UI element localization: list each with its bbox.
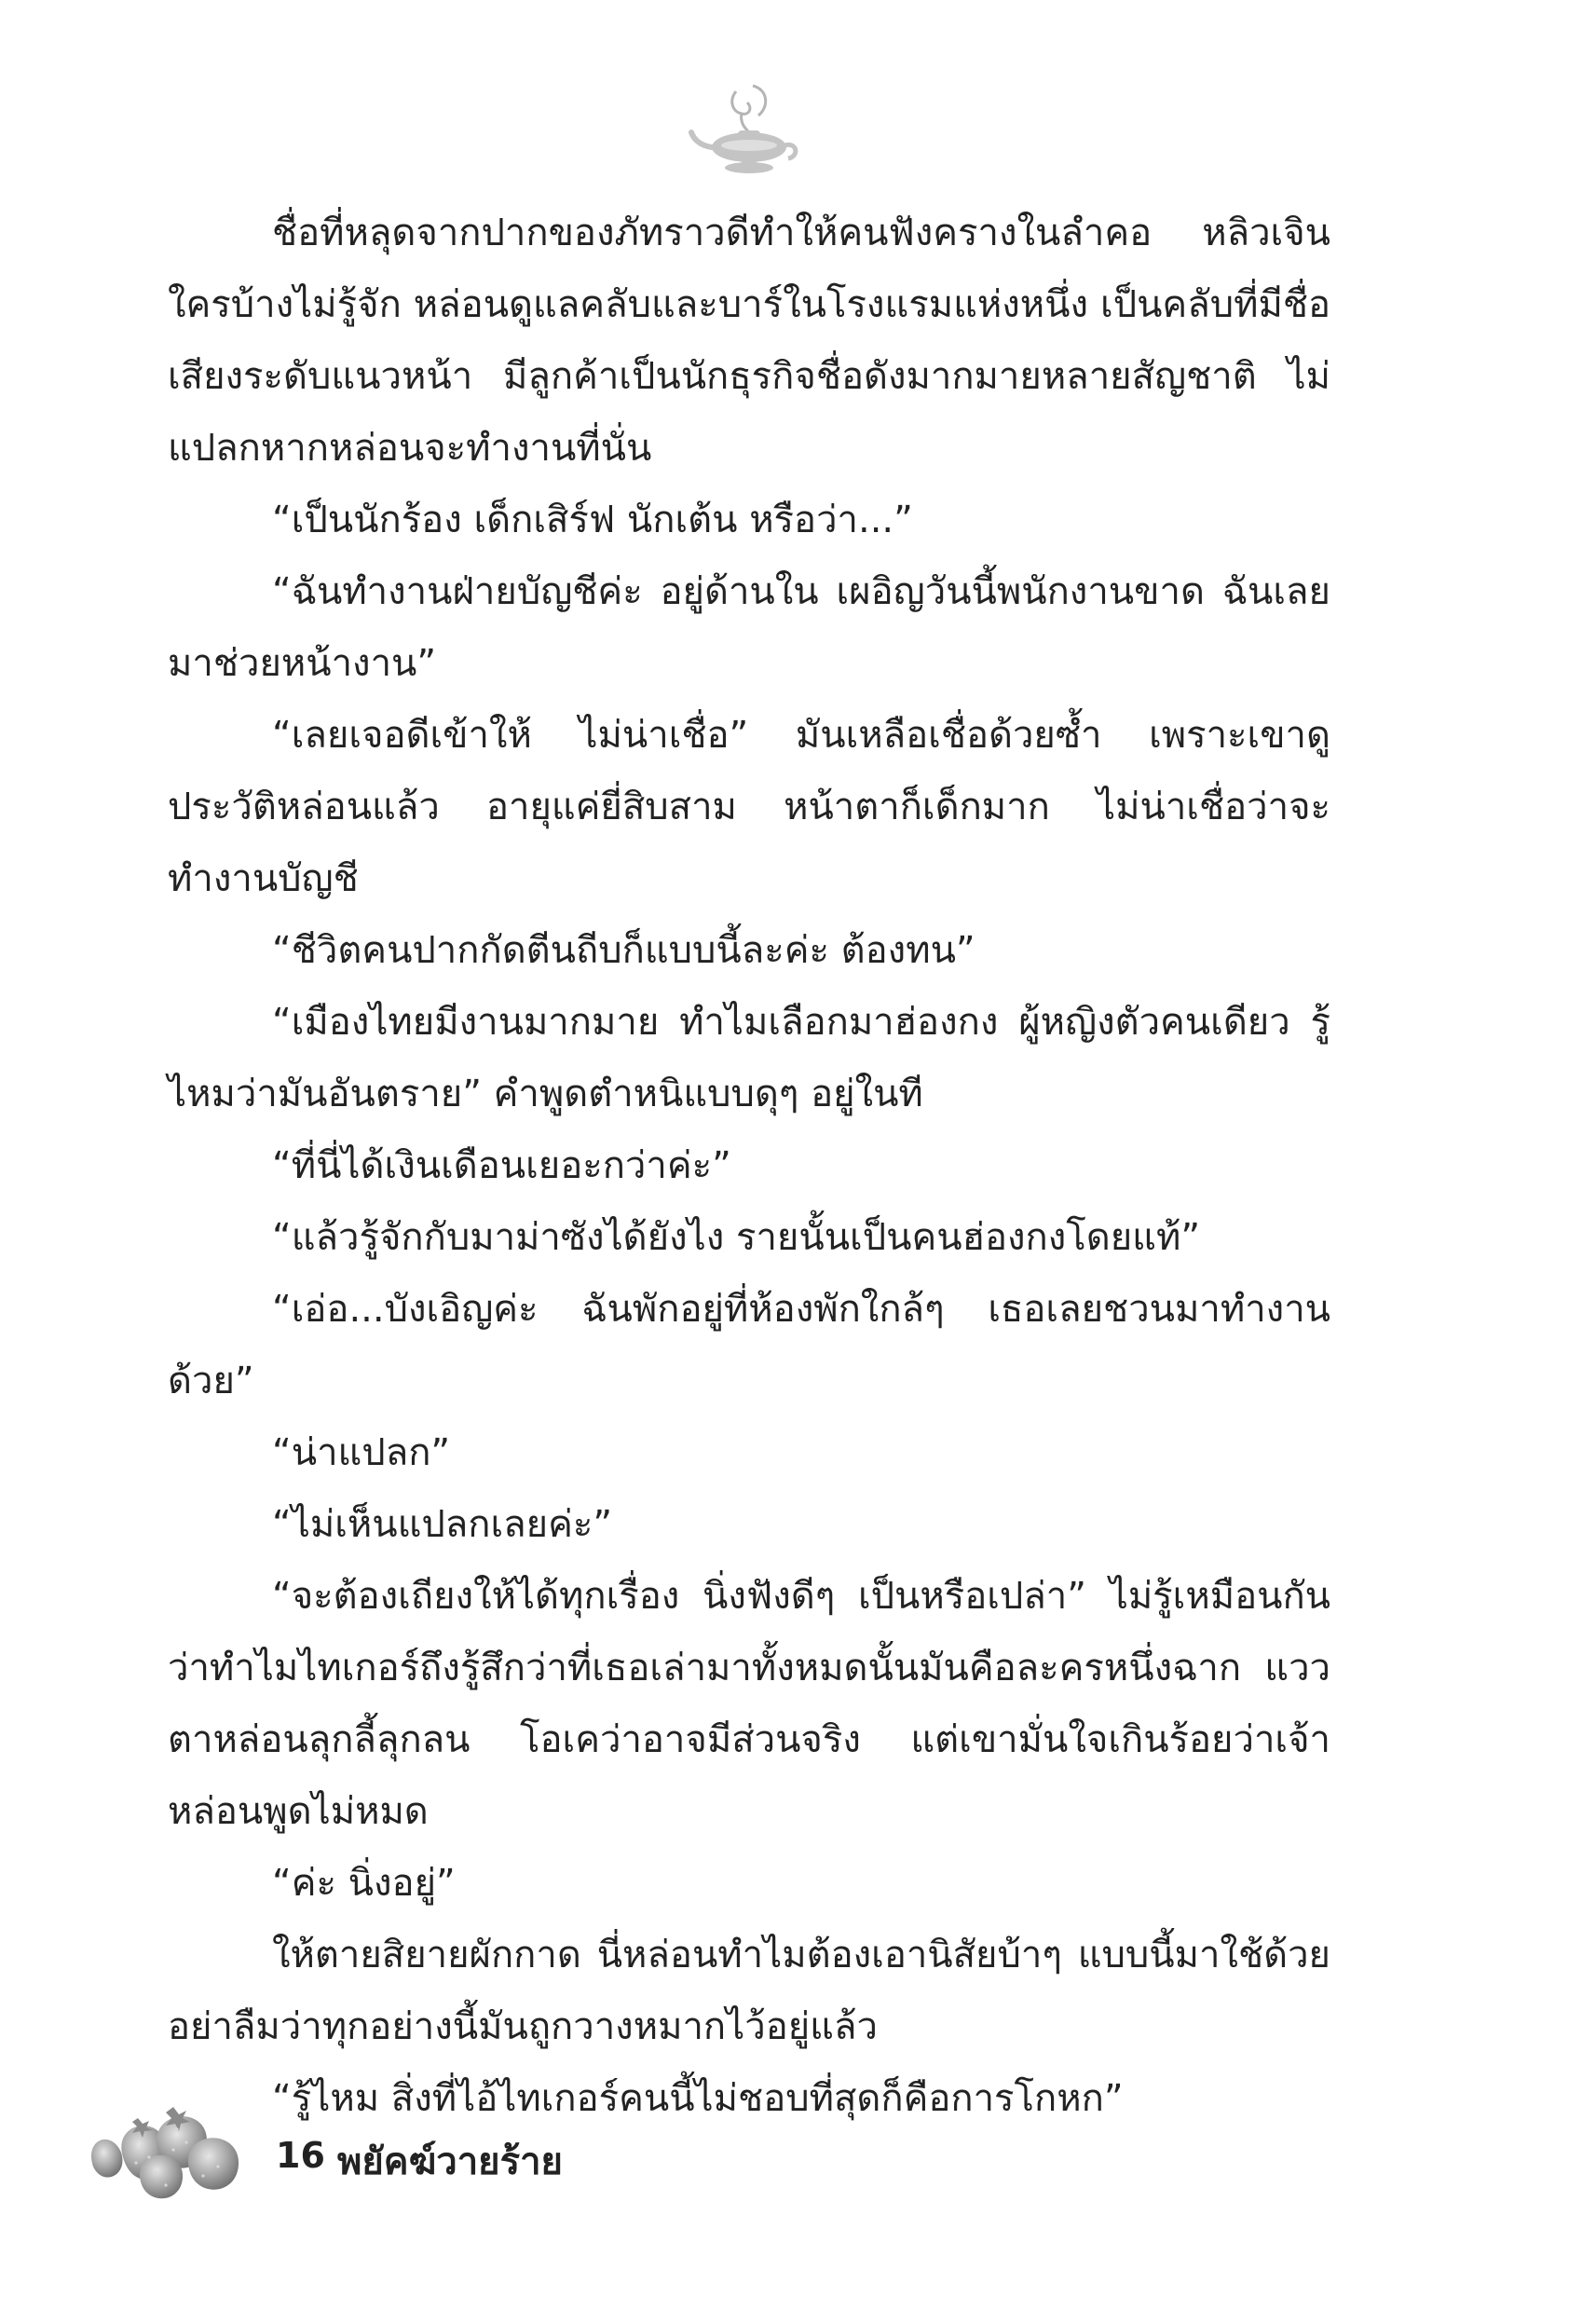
- strawberries-icon: [84, 2101, 261, 2213]
- paragraph: “ไม่เห็นแปลกเลยค่ะ”: [272, 1503, 613, 1546]
- book-title: พยัคฆ์วายร้าย: [337, 2140, 563, 2183]
- paragraph: “เลยเจอดีเข้าให้ ไม่น่าเชื่อ” มันเหลือเชื่อด้วยซ้ำ เพราะเขาดูประวัติหล่อนแล้ว อายุแค่ยี่สิบสาม หน้าตาก็เด็กมาก ไม่น่าเชื่อว่าจะทำงานบัญชี: [168, 714, 1330, 900]
- genie-lamp-icon: [688, 80, 809, 192]
- paragraph: “ที่นี่ได้เงินเดือนเยอะกว่าค่ะ”: [272, 1144, 731, 1187]
- paragraph: “ค่ะ นิ่งอยู่”: [272, 1862, 456, 1905]
- page-number: 16: [276, 2135, 325, 2176]
- page-footer: [84, 2101, 736, 2213]
- paragraph: “ชีวิตคนปากกัดตีนถีบก็แบบนี้ละค่ะ ต้องทน”: [272, 929, 975, 972]
- paragraph: “เมืองไทยมีงานมากมาย ทำไมเลือกมาฮ่องกง ผู้หญิงตัวคนเดียว รู้ไหมว่ามันอันตราย” คำพูดตำหนิแบบดุๆ อยู่ในที: [168, 1001, 1330, 1115]
- paragraph: “เป็นนักร้อง เด็กเสิร์ฟ นักเต้น หรือว่า...”: [272, 499, 913, 541]
- paragraph: “เอ่อ...บังเอิญค่ะ ฉันพักอยู่ที่ห้องพักใกล้ๆ เธอเลยชวนมาทำงานด้วย”: [168, 1288, 1330, 1402]
- paragraph: “ฉันทำงานฝ่ายบัญชีค่ะ อยู่ด้านใน เผอิญวันนี้พนักงานขาด ฉันเลยมาช่วยหน้างาน”: [168, 570, 1330, 685]
- paragraph: “น่าแปลก”: [272, 1431, 451, 1474]
- paragraph: “รู้ไหม สิ่งที่ไอ้ไทเกอร์คนนี้ไม่ชอบที่สุดก็คือการโกหก”: [272, 2077, 1124, 2120]
- paragraph: “จะต้องเถียงให้ได้ทุกเรื่อง นิ่งฟังดีๆ เป็นหรือเปล่า” ไม่รู้เหมือนกันว่าทำไมไทเกอร์ถึงรู้สึกว่าที่เธอเล่ามาทั้งหมดนั้นมันคือละครหนึ่งฉาก แววตาหล่อนลุกลี้ลุกลน โอเคว่าอาจมีส่วนจริง แต่เขามั่นใจเกินร้อยว่าเจ้าหล่อนพูดไม่หมด: [168, 1575, 1330, 1833]
- paragraph: ให้ตายสิยายผักกาด นี่หล่อนทำไมต้องเอานิสัยบ้าๆ แบบนี้มาใช้ด้วย อย่าลืมว่าทุกอย่างนี้มันถูกวางหมากไว้อยู่แล้ว: [168, 1934, 1330, 2048]
- body-text: [168, 198, 1330, 2135]
- paragraph: “แล้วรู้จักกับมาม่าซังได้ยังไง รายนั้นเป็นคนฮ่องกงโดยแท้”: [272, 1216, 1201, 1259]
- paragraph: ชื่อที่หลุดจากปากของภัทราวดีทำให้คนฟังครางในลำคอ หลิวเจิน ใครบ้างไม่รู้จัก หล่อนดูแลคลับและบาร์ในโรงแรมแห่งหนึ่ง เป็นคลับที่มีชื่อเสียงระดับแนวหน้า มีลูกค้าเป็นนักธุรกิจชื่อดังมากมายหลายสัญชาติ ไม่แปลกหากหล่อนจะทำงานที่นั่น: [168, 212, 1330, 470]
